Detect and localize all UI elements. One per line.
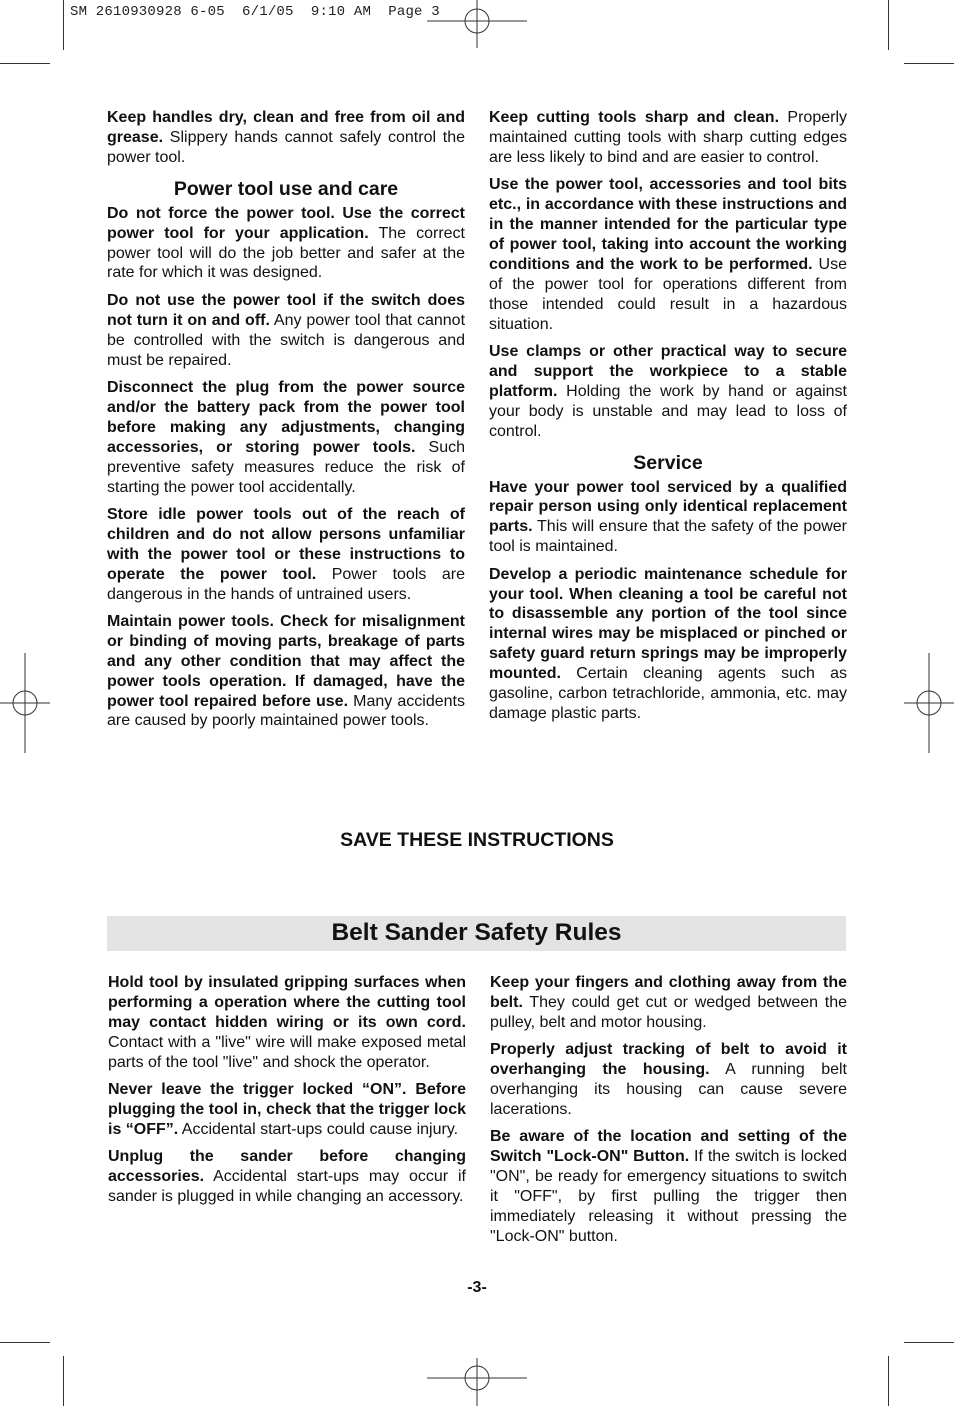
rule-paragraph: Maintain power tools. Check for misalignment or binding of moving parts, breakage of parts and any other condition that may affect the power tools operation. If damaged, have the power tool repaired before use. Many accidents are caused by poorly maintained power tools.	[107, 612, 465, 730]
rule-paragraph: Keep cutting tools sharp and clean. Properly maintained cutting tools with sharp cutting edges are less likely to bind and are easier to control.	[489, 109, 848, 166]
right-column-top	[489, 108, 847, 731]
rule-paragraph: Develop a periodic maintenance schedule for your tool. When cleaning a tool be careful not to disassemble any portion of the tool since internal wires may be misplaced or pinched or safety guard return springs may be improperly mounted. Certain cleaning agents such as gasoline, carbon tetrachloride, ammonia, etc. may damage plastic parts.	[489, 565, 847, 722]
save-instructions-heading: SAVE THESE INSTRUCTIONS	[340, 829, 614, 851]
belt-sander-banner-title: Belt Sander Safety Rules	[107, 916, 846, 951]
rule-paragraph: Never leave the trigger locked “ON”. Before plugging the tool in, check that the trigger lock is “OFF”. Accidental start-ups could cause injury.	[108, 1081, 466, 1138]
rule-paragraph: Keep your fingers and clothing away from the belt. They could get cut or wedged between the pulley, belt and motor housing.	[490, 974, 847, 1031]
rule-paragraph: Disconnect the plug from the power source and/or the battery pack from the power tool before making any adjustments, changing accessories, or storing power tools. Such preventive safety measures reduce the risk of starting the power tool accidentally.	[107, 378, 465, 496]
rule-paragraph: Do not use the power tool if the switch does not turn it on and off. Any power tool that cannot be controlled with the switch is dangerous and must be repaired.	[107, 291, 466, 369]
right-column-bottom	[490, 973, 847, 1254]
rule-paragraph: Have your power tool serviced by a qualified repair person using only identical replacement parts. This will ensure that the safety of the power tool is maintained.	[489, 478, 847, 556]
section-heading-service: Service	[633, 451, 703, 474]
rule-paragraph: Hold tool by insulated gripping surfaces when performing a operation where the cutting tool may contact hidden wiring or its own cord. Contact with a "live" wire will make exposed metal parts of the tool "live" and shock the operator.	[108, 974, 466, 1071]
rule-paragraph: Store idle power tools out of the reach of children and do not allow persons unfamiliar with the power tool or these instructions to operate the power tool. Power tools are dangerous in the hands of untrained users.	[107, 505, 465, 603]
rule-paragraph: Use the power tool, accessories and tool bits etc., in accordance with these instructions and in the manner intended for the particular type of power tool, taking into account the working conditions and the work to be performed. Use of the power tool for operations different from those intended could result in a hazardous situation.	[489, 176, 847, 333]
page-number: -3-	[467, 1279, 487, 1296]
left-column-top	[107, 108, 465, 739]
print-slug: SM 2610930928 6-05 6/1/05 9:10 AM Page 3	[70, 4, 440, 20]
section-heading-power-tool-use: Power tool use and care	[173, 177, 399, 200]
rule-paragraph: Unplug the sander before changing accessories. Accidental start-ups may occur if sander is plugged in while changing an accessory.	[108, 1148, 466, 1206]
registration-mark-left	[0, 653, 50, 753]
rule-paragraph: Use clamps or other practical way to secure and support the workpiece to a stable platform. Holding the work by hand or against your body is unstable and may lead to loss of control.	[489, 342, 847, 440]
registration-mark-bottom	[427, 1356, 527, 1406]
registration-mark-right	[904, 653, 954, 753]
rule-paragraph: Keep handles dry, clean and free from oil and grease. Slippery hands cannot safely control the power tool.	[107, 109, 465, 166]
rule-paragraph: Be aware of the location and setting of the Switch "Lock-ON" Button. If the switch is locked "ON", be ready for emergency situations to switch it "OFF", by first pulling the trigger then immediately releasing it without pressing the "Lock-ON" button.	[490, 1128, 847, 1245]
rule-paragraph: Do not force the power tool. Use the correct power tool for your application. The correct power tool will do the job better and safer at the rate for which it was designed.	[107, 204, 465, 282]
rule-paragraph: Properly adjust tracking of belt to avoid it overhanging the housing. A running belt overhanging its housing can cause severe lacerations.	[490, 1041, 847, 1118]
left-column-bottom	[108, 973, 466, 1214]
registration-mark-top	[427, 0, 527, 50]
